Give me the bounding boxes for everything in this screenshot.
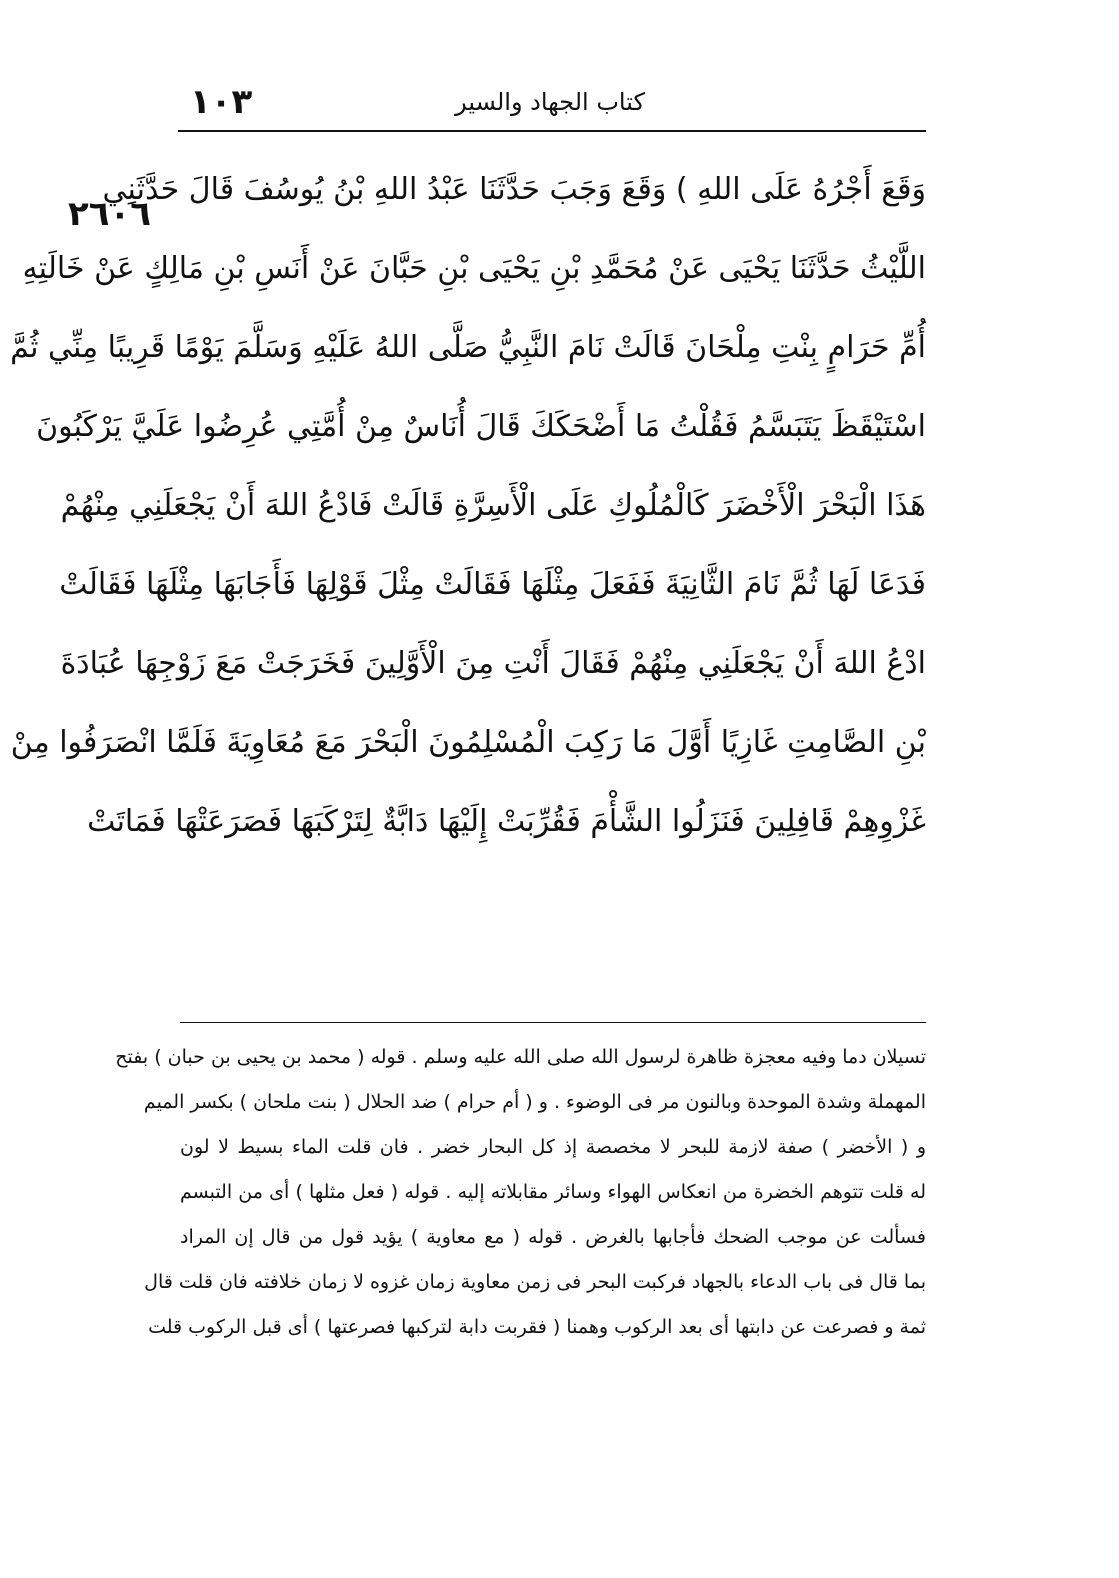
hadith-line: أُمِّ حَرَامٍ بِنْتِ مِلْحَانَ قَالَتْ نَامَ النَّبِيُّ صَلَّى اللهُ عَلَيْهِ وَسَلَّمَ يَوْمًا قَرِيبًا مِنِّي ثُمَّ xyxy=(10,330,926,365)
hadith-line: بْنِ الصَّامِتِ غَازِيًا أَوَّلَ مَا رَكِبَ الْمُسْلِمُونَ الْبَحْرَ مَعَ مُعَاوِيَةَ فَلَمَّا انْصَرَفُوا مِنْ xyxy=(10,725,926,760)
hadith-line: اسْتَيْقَظَ يَتَبَسَّمُ فَقُلْتُ مَا أَضْحَكَكَ قَالَ أُنَاسٌ مِنْ أُمَّتِي عُرِضُوا عَلَيَّ يَرْكَبُونَ xyxy=(36,409,926,444)
footnote-line: فسألت عن موجب الضحك فأجابها بالغرض . قوله ( مع معاوية ) يؤيد قول من قال إن المراد xyxy=(180,1226,926,1248)
hadith-line: غَزْوِهِمْ قَافِلِينَ فَنَزَلُوا الشَّأْمَ فَقُرِّبَتْ إِلَيْهَا دَابَّةٌ لِتَرْكَبَهَا فَصَرَعَتْهَا فَمَاتَتْ xyxy=(87,804,926,839)
footnote-line: بما قال فى باب الدعاء بالجهاد فركبت البحر فى زمن معاوية زمان غزوه لا زمان خلافته فان قلت قال xyxy=(144,1271,926,1293)
hadith-number: ٢٦٠٦ xyxy=(68,194,152,234)
footnote-line: و ( الأخضر ) صفة لازمة للبحر لا مخصصة إذ كل البحار خضر . فان قلت الماء بسيط لا لون xyxy=(180,1136,926,1158)
footnote-line: ثمة و فصرعت عن دابتها أى بعد الركوب وهمنا ( فقربت دابة لتركبها فصرعتها ) أى قبل الركوب قلت xyxy=(148,1316,926,1338)
footnote-divider xyxy=(180,1022,926,1023)
hadith-line: فَدَعَا لَهَا ثُمَّ نَامَ الثَّانِيَةَ فَفَعَلَ مِثْلَهَا فَقَالَتْ مِثْلَ قَوْلِهَا فَأَجَابَهَا مِثْلَهَا فَقَالَتْ xyxy=(59,567,926,602)
footnote-line: تسيلان دما وفيه معجزة ظاهرة لرسول الله صلى الله عليه وسلم . قوله ( محمد بن يحيى بن حبان ) بفتح xyxy=(115,1046,926,1068)
hadith-line: هَذَا الْبَحْرَ الْأَخْضَرَ كَالْمُلُوكِ عَلَى الْأَسِرَّةِ قَالَتْ فَادْعُ اللهَ أَنْ يَجْعَلَنِي مِنْهُمْ xyxy=(60,488,926,523)
footnote-line: له قلت تتوهم الخضرة من انعكاس الهواء وسائر مقابلاته إليه . قوله ( فعل مثلها ) أى من التبسم xyxy=(180,1181,926,1203)
footnote-line: المهملة وشدة الموحدة وبالنون مر فى الوضوء . و ( أم حرام ) ضد الحلال ( بنت ملحان ) بكسر الميم xyxy=(143,1091,926,1113)
header-divider xyxy=(178,130,926,132)
page-number: ١٠٣ xyxy=(190,82,253,122)
hadith-line: وَقَعَ أَجْرُهُ عَلَى اللهِ ) وَقَعَ وَجَبَ حَدَّثَنَا عَبْدُ اللهِ بْنُ يُوسُفَ قَالَ حَدَّثَنِي xyxy=(102,172,926,207)
hadith-line: اللَّيْثُ حَدَّثَنَا يَحْيَى عَنْ مُحَمَّدِ بْنِ يَحْيَى بْنِ حَبَّانَ عَنْ أَنَسِ بْنِ مَالِكٍ عَنْ خَالَتِهِ xyxy=(22,251,926,286)
page-title: كتاب الجهاد والسير xyxy=(455,88,645,116)
page-header xyxy=(180,82,920,128)
footnotes xyxy=(115,1035,926,1350)
hadith-line: ادْعُ اللهَ أَنْ يَجْعَلَنِي مِنْهُمْ فَقَالَ أَنْتِ مِنَ الْأَوَّلِينَ فَخَرَجَتْ مَعَ زَوْجِهَا عُبَادَةَ xyxy=(60,646,926,681)
